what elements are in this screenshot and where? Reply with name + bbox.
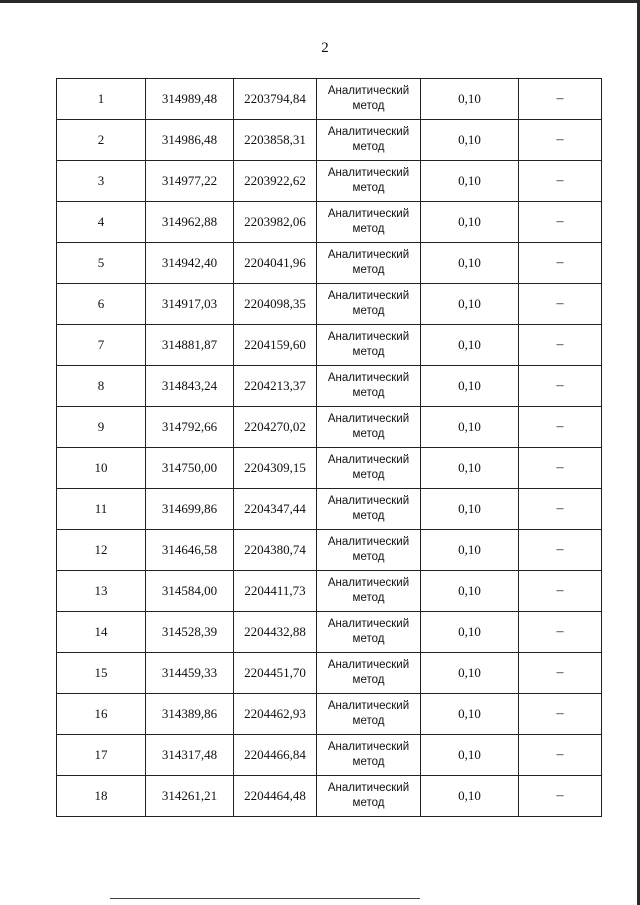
y-coordinate-cell: 2204098,35 [234,284,317,325]
method-cell [317,120,421,161]
y-coordinate-cell: 2204041,96 [234,243,317,284]
accuracy-cell: 0,10 [421,79,519,120]
note-cell: – [519,407,602,448]
x-coordinate-cell: 314528,39 [146,612,234,653]
accuracy-cell: 0,10 [421,776,519,817]
page-edge-top [0,0,640,3]
method-line-1: Аналитический [327,85,410,97]
accuracy-cell: 0,10 [421,284,519,325]
method-line-1: Аналитический [327,741,410,753]
point-number-cell: 14 [57,612,146,653]
x-coordinate-cell: 314389,86 [146,694,234,735]
coordinates-table-body [57,79,602,817]
point-number-cell: 6 [57,284,146,325]
table-row [57,120,602,161]
method-line-1: Аналитический [327,454,410,466]
method-line-2: метод [352,141,385,153]
x-coordinate-cell: 314459,33 [146,653,234,694]
x-coordinate-cell: 314977,22 [146,161,234,202]
x-coordinate-cell: 314843,24 [146,366,234,407]
table-row [57,448,602,489]
point-number-cell: 4 [57,202,146,243]
method-line-1: Аналитический [327,331,410,343]
table-row [57,243,602,284]
accuracy-cell: 0,10 [421,407,519,448]
y-coordinate-cell: 2204462,93 [234,694,317,735]
method-line-1: Аналитический [327,290,410,302]
method-line-1: Аналитический [327,413,410,425]
method-cell [317,489,421,530]
table-row [57,366,602,407]
y-coordinate-cell: 2203794,84 [234,79,317,120]
page-bottom-line [110,898,420,899]
method-line-2: метод [352,633,385,645]
note-cell: – [519,325,602,366]
method-line-2: метод [352,223,385,235]
x-coordinate-cell: 314699,86 [146,489,234,530]
x-coordinate-cell: 314646,58 [146,530,234,571]
note-cell: – [519,489,602,530]
method-line-1: Аналитический [327,208,410,220]
x-coordinate-cell: 314917,03 [146,284,234,325]
method-cell [317,284,421,325]
point-number-cell: 2 [57,120,146,161]
y-coordinate-cell: 2203982,06 [234,202,317,243]
table-row [57,776,602,817]
x-coordinate-cell: 314962,88 [146,202,234,243]
point-number-cell: 16 [57,694,146,735]
note-cell: – [519,161,602,202]
note-cell: – [519,366,602,407]
note-cell: – [519,243,602,284]
note-cell: – [519,653,602,694]
method-line-1: Аналитический [327,659,410,671]
method-line-2: метод [352,674,385,686]
method-line-2: метод [352,551,385,563]
accuracy-cell: 0,10 [421,366,519,407]
y-coordinate-cell: 2204432,88 [234,612,317,653]
note-cell: – [519,284,602,325]
point-number-cell: 8 [57,366,146,407]
point-number-cell: 17 [57,735,146,776]
table-row [57,694,602,735]
point-number-cell: 12 [57,530,146,571]
note-cell: – [519,694,602,735]
y-coordinate-cell: 2204309,15 [234,448,317,489]
note-cell: – [519,571,602,612]
accuracy-cell: 0,10 [421,489,519,530]
method-line-2: метод [352,469,385,481]
table-row [57,202,602,243]
method-cell [317,448,421,489]
accuracy-cell: 0,10 [421,530,519,571]
point-number-cell: 9 [57,407,146,448]
accuracy-cell: 0,10 [421,325,519,366]
note-cell: – [519,79,602,120]
table-row [57,653,602,694]
point-number-cell: 10 [57,448,146,489]
x-coordinate-cell: 314584,00 [146,571,234,612]
method-line-1: Аналитический [327,782,410,794]
note-cell: – [519,612,602,653]
accuracy-cell: 0,10 [421,120,519,161]
method-cell [317,366,421,407]
accuracy-cell: 0,10 [421,202,519,243]
method-cell [317,407,421,448]
method-cell [317,776,421,817]
method-line-2: метод [352,592,385,604]
y-coordinate-cell: 2203922,62 [234,161,317,202]
table-row [57,571,602,612]
method-cell [317,653,421,694]
method-line-1: Аналитический [327,536,410,548]
table-row [57,530,602,571]
y-coordinate-cell: 2204213,37 [234,366,317,407]
point-number-cell: 18 [57,776,146,817]
method-line-2: метод [352,305,385,317]
method-cell [317,161,421,202]
y-coordinate-cell: 2204270,02 [234,407,317,448]
point-number-cell: 11 [57,489,146,530]
y-coordinate-cell: 2203858,31 [234,120,317,161]
accuracy-cell: 0,10 [421,243,519,284]
x-coordinate-cell: 314986,48 [146,120,234,161]
method-cell [317,694,421,735]
accuracy-cell: 0,10 [421,612,519,653]
method-cell [317,79,421,120]
note-cell: – [519,530,602,571]
method-cell [317,735,421,776]
table-row [57,735,602,776]
y-coordinate-cell: 2204464,48 [234,776,317,817]
note-cell: – [519,776,602,817]
method-line-1: Аналитический [327,577,410,589]
x-coordinate-cell: 314989,48 [146,79,234,120]
table-row [57,407,602,448]
note-cell: – [519,735,602,776]
method-line-2: метод [352,428,385,440]
method-line-2: метод [352,797,385,809]
table-row [57,489,602,530]
table-row [57,79,602,120]
y-coordinate-cell: 2204347,44 [234,489,317,530]
x-coordinate-cell: 314881,87 [146,325,234,366]
method-line-2: метод [352,387,385,399]
method-line-2: метод [352,346,385,358]
table-row [57,325,602,366]
note-cell: – [519,202,602,243]
method-cell [317,612,421,653]
method-line-1: Аналитический [327,372,410,384]
point-number-cell: 3 [57,161,146,202]
method-cell [317,571,421,612]
method-line-1: Аналитический [327,249,410,261]
point-number-cell: 5 [57,243,146,284]
point-number-cell: 15 [57,653,146,694]
x-coordinate-cell: 314792,66 [146,407,234,448]
method-line-2: метод [352,264,385,276]
x-coordinate-cell: 314942,40 [146,243,234,284]
method-cell [317,530,421,571]
point-number-cell: 7 [57,325,146,366]
y-coordinate-cell: 2204380,74 [234,530,317,571]
method-line-1: Аналитический [327,126,410,138]
note-cell: – [519,448,602,489]
method-cell [317,243,421,284]
accuracy-cell: 0,10 [421,653,519,694]
method-cell [317,202,421,243]
accuracy-cell: 0,10 [421,448,519,489]
method-line-2: метод [352,510,385,522]
method-line-1: Аналитический [327,618,410,630]
method-cell [317,325,421,366]
x-coordinate-cell: 314261,21 [146,776,234,817]
table-row [57,284,602,325]
table-row [57,612,602,653]
method-line-2: метод [352,100,385,112]
accuracy-cell: 0,10 [421,694,519,735]
y-coordinate-cell: 2204411,73 [234,571,317,612]
y-coordinate-cell: 2204466,84 [234,735,317,776]
x-coordinate-cell: 314750,00 [146,448,234,489]
method-line-1: Аналитический [327,495,410,507]
x-coordinate-cell: 314317,48 [146,735,234,776]
accuracy-cell: 0,10 [421,161,519,202]
method-line-1: Аналитический [327,700,410,712]
method-line-1: Аналитический [327,167,410,179]
point-number-cell: 1 [57,79,146,120]
note-cell: – [519,120,602,161]
coordinates-table [56,78,602,817]
y-coordinate-cell: 2204159,60 [234,325,317,366]
table-row [57,161,602,202]
accuracy-cell: 0,10 [421,735,519,776]
page-number: 2 [321,40,329,56]
accuracy-cell: 0,10 [421,571,519,612]
point-number-cell: 13 [57,571,146,612]
method-line-2: метод [352,715,385,727]
method-line-2: метод [352,182,385,194]
method-line-2: метод [352,756,385,768]
y-coordinate-cell: 2204451,70 [234,653,317,694]
